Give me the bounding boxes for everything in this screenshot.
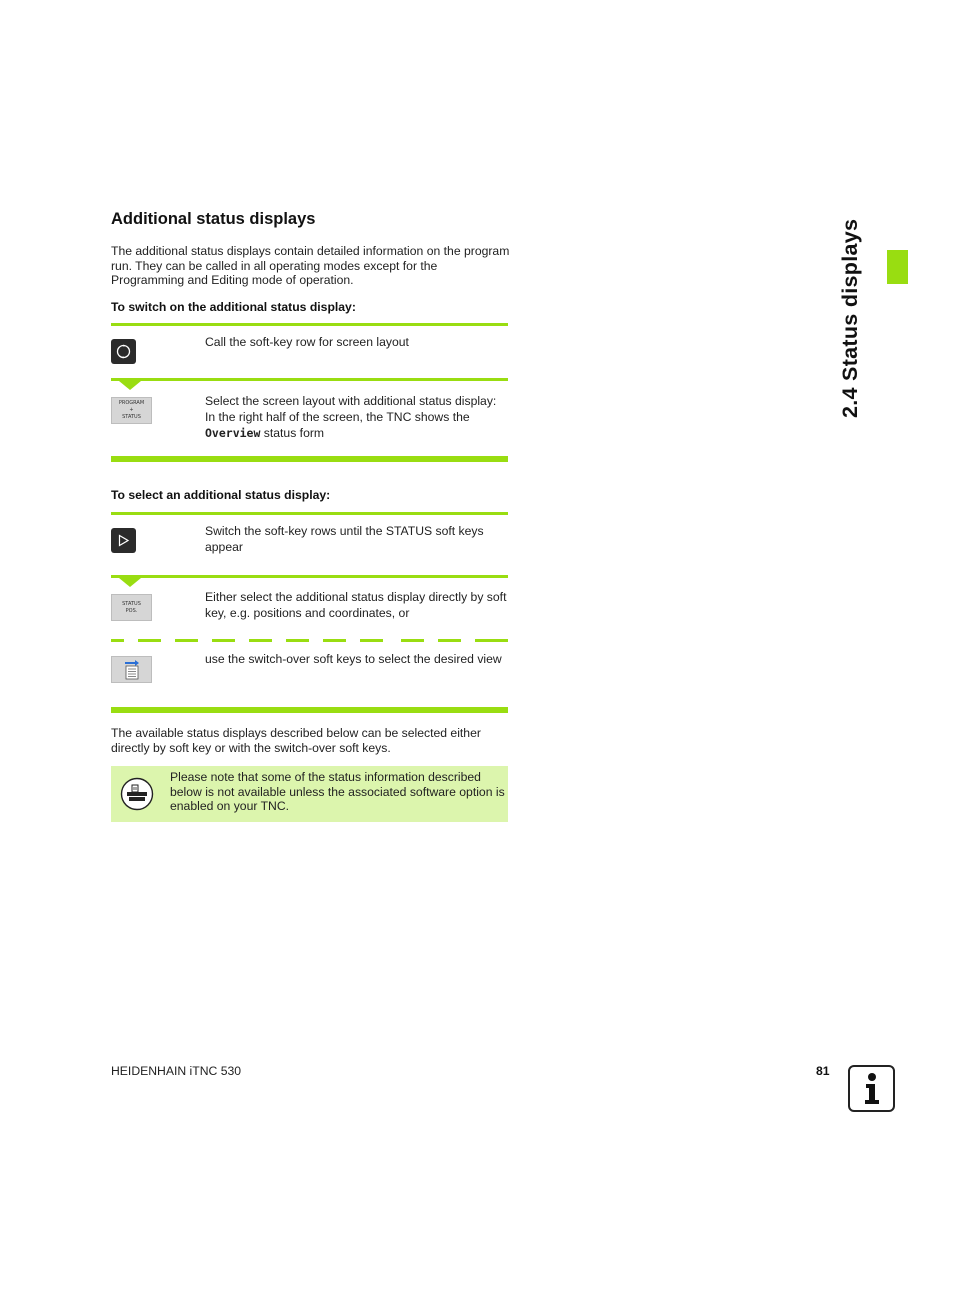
note-text: Please note that some of the status information described below is not available unless the associated software option is enabled on your TNC. [170, 770, 505, 814]
side-tab-title: 2.4 Status displays [838, 218, 862, 418]
section-end-bar [111, 456, 508, 462]
softkey-label: STATUS [122, 600, 141, 607]
switch-over-softkey-icon [111, 656, 152, 683]
step-text [205, 394, 508, 441]
step-text: Either select the additional status display directly by soft key, e.g. positions and coordinates, or [205, 590, 507, 620]
softkey-label: STATUS [122, 414, 141, 420]
overview-code: Overview [205, 425, 261, 440]
step-divider [111, 323, 508, 326]
step-text-part: status form [260, 425, 325, 440]
softkey-label: PROGRAM [118, 400, 145, 406]
status-pos-softkey-icon [111, 594, 152, 621]
select-heading: To select an additional status display: [111, 488, 331, 502]
intro-paragraph: The additional status displays contain detailed information on the program run. They can be called in all operating modes except for the Programming and Editing mode of operation. [111, 244, 510, 288]
step-text: Call the soft-key row for screen layout [205, 335, 409, 349]
switch-on-heading: To switch on the additional status display: [111, 300, 356, 314]
info-icon [848, 1065, 895, 1112]
step-divider [111, 512, 508, 515]
step-divider [111, 575, 508, 578]
step-text: use the switch-over soft keys to select the desired view [205, 652, 502, 666]
page-number: 81 [816, 1064, 830, 1078]
section-end-bar [111, 707, 508, 713]
softkey-label: + [129, 407, 134, 413]
footer-text: HEIDENHAIN iTNC 530 [111, 1064, 242, 1078]
available-paragraph: The available status displays described below can be selected either directly by soft key or with the switch-over soft keys. [111, 726, 481, 755]
software-option-icon [120, 777, 154, 816]
step-text-part: Select the screen layout with additional status display: In the right half of the screen, the TNC shows the [205, 394, 497, 424]
step-divider [111, 378, 508, 381]
softkey-label: POS. [125, 607, 138, 614]
step-arrow-icon [119, 381, 141, 390]
side-tab-marker [887, 250, 908, 284]
dashed-divider [111, 639, 508, 642]
step-arrow-icon [119, 578, 141, 587]
next-softkey-row-icon [111, 528, 136, 553]
step-text: Switch the soft-key rows until the STATUS soft keys appear [205, 524, 484, 554]
section-title: Additional status displays [111, 210, 316, 228]
screen-layout-key-icon [111, 339, 136, 364]
program-status-softkey-icon [111, 397, 152, 424]
